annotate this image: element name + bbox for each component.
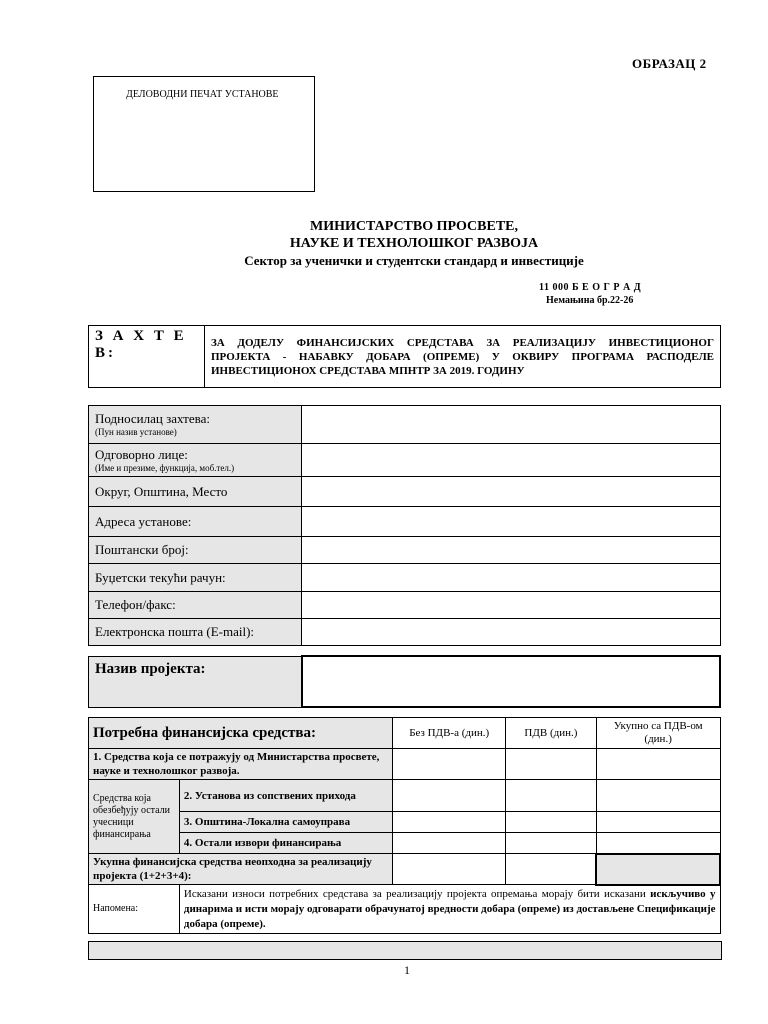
table-row: [89, 619, 721, 646]
ministry-title-line2: НАУКЕ И ТЕХНОЛОШКОГ РАЗВОЈА: [289, 236, 539, 251]
cell-input[interactable]: [506, 833, 597, 854]
note-text: [179, 885, 720, 934]
table-row: [89, 718, 721, 749]
address-label: Адреса установе:: [89, 507, 302, 537]
cell-input[interactable]: [596, 833, 720, 854]
table-row: [89, 833, 721, 854]
applicant-input[interactable]: [302, 406, 721, 444]
cell-input[interactable]: [506, 749, 597, 780]
sector-title: Сектор за ученички и студентски стандард и инвестиције: [244, 253, 584, 268]
cell-input[interactable]: [393, 854, 506, 885]
table-row: [89, 812, 721, 833]
cell-input[interactable]: [506, 780, 597, 812]
col-header-total: Укупно са ПДВ-ом (дин.): [596, 718, 720, 749]
budget-account-input[interactable]: [302, 564, 721, 592]
request-table: [88, 325, 721, 388]
total-cell: [596, 854, 720, 885]
address-input[interactable]: [302, 507, 721, 537]
page-number: 1: [404, 963, 410, 977]
footer-bar: [88, 941, 722, 960]
table-row: [89, 749, 721, 780]
other-participants-label: Средства која обезбеђују остали учесници финансирања: [89, 780, 180, 854]
cell-input[interactable]: [596, 749, 720, 780]
row-total-funds: Укупна финансијска средства неопходна за реализацију пројекта (1+2+3+4):: [89, 854, 393, 885]
budget-account-label: Буџетски текући рачун:: [89, 564, 302, 592]
finance-table: [88, 717, 721, 934]
postal-code-label: Поштански број:: [89, 537, 302, 564]
cell-input[interactable]: [506, 812, 597, 833]
field-label: [89, 406, 302, 444]
stamp-label: ДЕЛОВОДНИ ПЕЧАТ УСТАНОВЕ: [126, 89, 279, 100]
table-row: [89, 592, 721, 619]
table-row: [89, 885, 721, 934]
address-street: Немањина бр.22-26: [546, 295, 634, 306]
phone-fax-input[interactable]: [302, 592, 721, 619]
responsible-person-label: Одговорно лице:: [95, 446, 188, 462]
request-text: ЗА ДОДЕЛУ ФИНАНСИЈСКИХ СРЕДСТАВА ЗА РЕАЛИЗАЦИЈУ ИНВЕСТИЦИОНОГ ПРОЈЕКТА - НАБАВКУ ДОБАРА (ОПРЕМЕ) У ОКВИРУ ПРОГРАМА РАСПОДЕЛЕ ИНВЕСТИЦИОНОХ СРЕДСТАВА МПНТР ЗА 2019. ГОДИНУ: [205, 326, 721, 388]
address-city: 11 000 Б Е О Г Р А Д: [539, 282, 642, 293]
request-label: З А Х Т Е В:: [89, 326, 205, 388]
office-stamp-box: [93, 76, 315, 192]
col-header-vat: ПДВ (дин.): [506, 718, 597, 749]
field-label: [89, 444, 302, 477]
note-text-part2: искључиво у динарима и исти морају одговарати обрачунатој вредности добара (опреме) из достављене Спецификације добара (опреме).: [183, 887, 716, 930]
district-input[interactable]: [302, 477, 721, 507]
table-row: [89, 507, 721, 537]
cell-input[interactable]: [393, 812, 506, 833]
project-name-input[interactable]: [302, 656, 720, 707]
project-name-label: Назив пројекта:: [89, 656, 303, 707]
project-name-table: [88, 655, 721, 708]
applicant-hint: (Пун назив установе): [95, 427, 177, 437]
cell-input[interactable]: [506, 854, 597, 885]
note-label: Напомена:: [89, 885, 180, 934]
row-ministry-funds: 1. Средства која се потражују од Министарства просвете, науке и технолошког развоја.: [89, 749, 393, 780]
applicant-label: Подносилац захтева:: [95, 411, 210, 426]
responsible-person-input[interactable]: [302, 444, 721, 477]
row-other-sources: 4. Остали извори финансирања: [179, 833, 392, 854]
table-row: [89, 780, 721, 812]
district-label: Округ, Општина, Место: [89, 477, 302, 507]
postal-code-input[interactable]: [302, 537, 721, 564]
table-row: [89, 537, 721, 564]
ministry-title-line1: МИНИСТАРСТВО ПРОСВЕТЕ,: [309, 219, 519, 234]
phone-fax-label: Телефон/факс:: [89, 592, 302, 619]
finance-title: Потребна финансијска средства:: [89, 718, 393, 749]
table-row: [89, 854, 721, 885]
note-text-part1: Исказани износи потребних средстава за реализацију пројекта опремања морају бити исказани: [183, 887, 646, 900]
col-header-no-vat: Без ПДВ-а (дин.): [393, 718, 506, 749]
row-own-income: 2. Установа из сопствених прихода: [179, 780, 392, 812]
cell-input[interactable]: [596, 780, 720, 812]
cell-input[interactable]: [596, 812, 720, 833]
cell-input[interactable]: [393, 749, 506, 780]
row-municipality: 3. Општина-Локална самоуправа: [179, 812, 392, 833]
table-row: [89, 444, 721, 477]
table-row: [89, 477, 721, 507]
table-row: [89, 406, 721, 444]
responsible-person-hint: (Име и презиме, функција, моб.тел.): [95, 462, 235, 473]
applicant-info-table: [88, 405, 721, 646]
email-input[interactable]: [302, 619, 721, 646]
table-row: [89, 564, 721, 592]
email-label: Електронска пошта (E-mail):: [89, 619, 302, 646]
cell-input[interactable]: [393, 780, 506, 812]
form-number: ОБРАЗАЦ 2: [632, 56, 707, 71]
cell-input[interactable]: [393, 833, 506, 854]
